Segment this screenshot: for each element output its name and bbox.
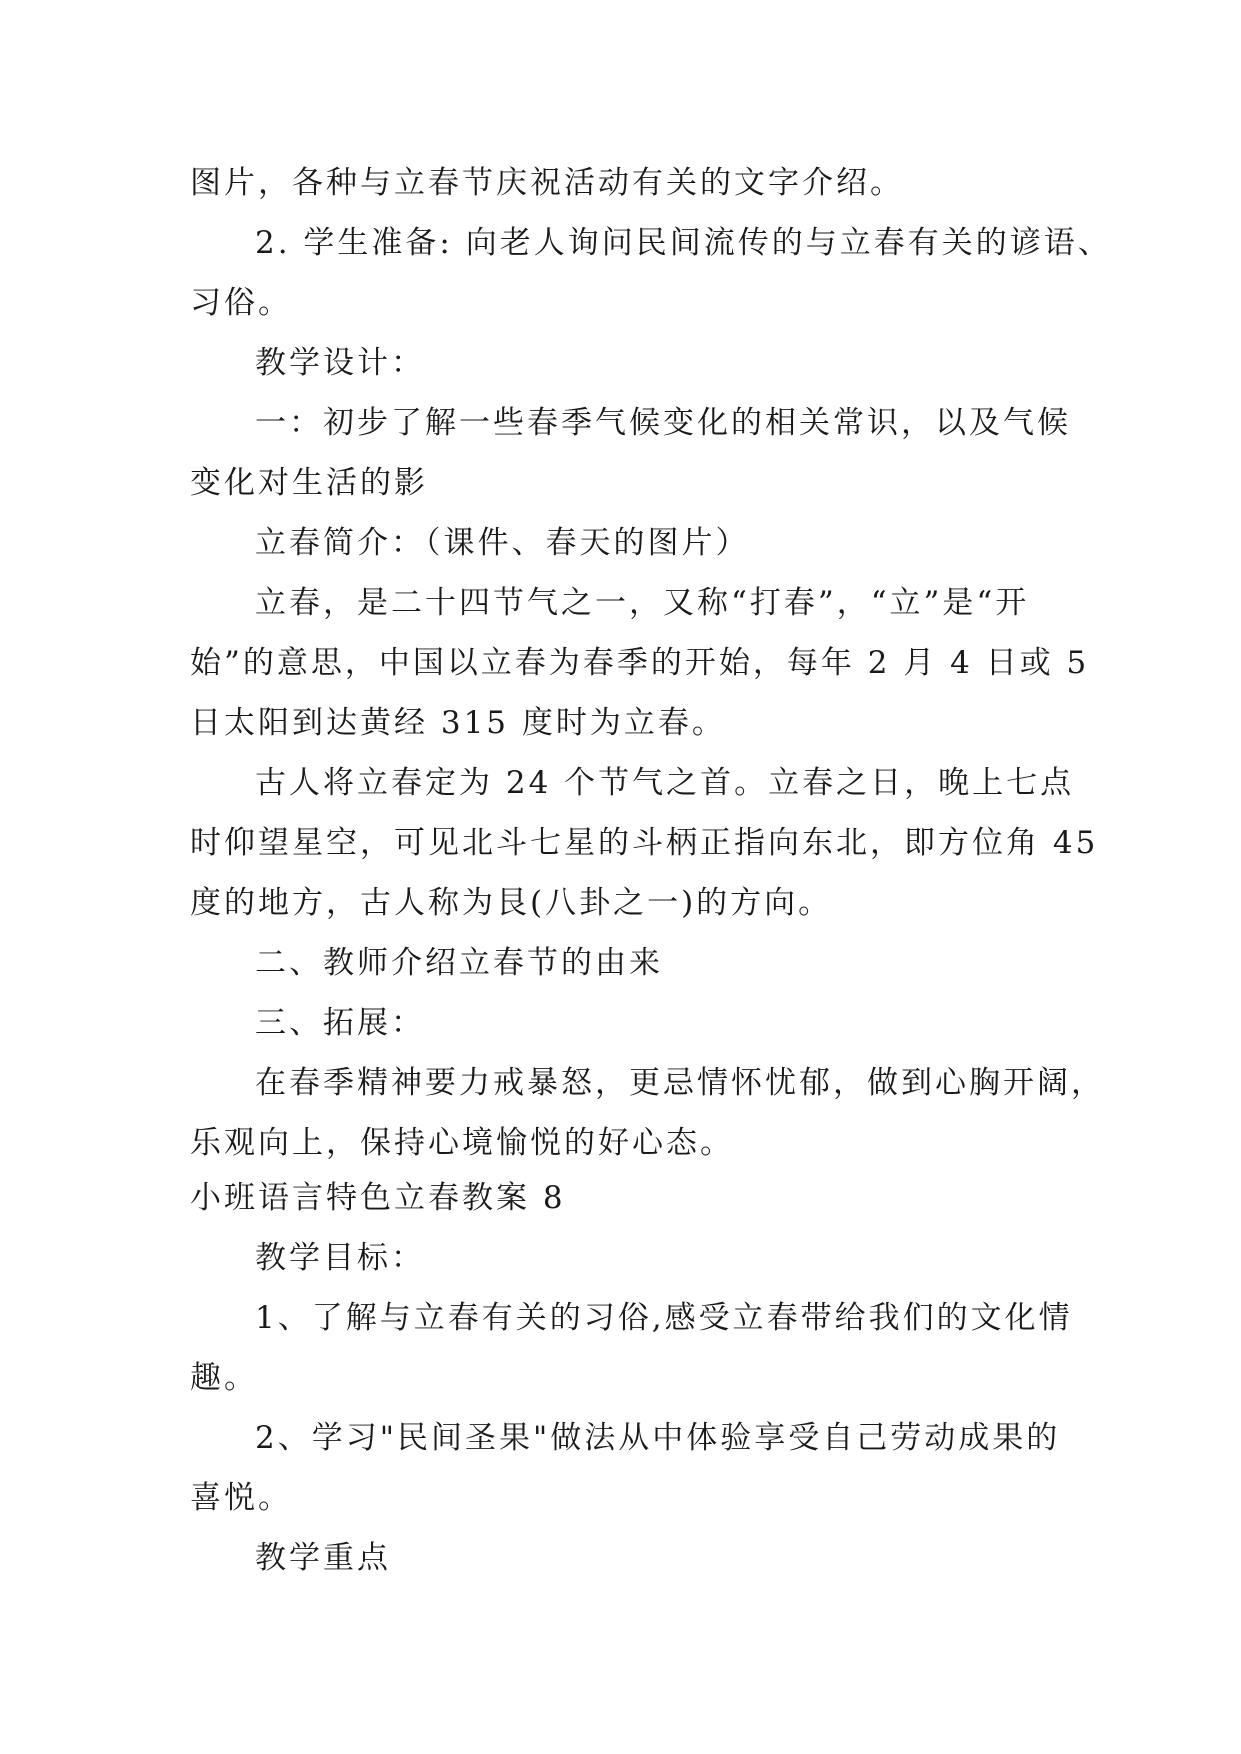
text-line: 在春季精神要力戒暴怒，更忌情怀忧郁，做到心胸开阔， — [255, 1065, 1105, 1101]
text-line: 2、学习"民间圣果"做法从中体验享受自己劳动成果的 — [255, 1420, 1061, 1456]
text-line: 变化对生活的影 — [190, 465, 428, 501]
text-line: 喜悦。 — [190, 1480, 292, 1516]
section-heading: 教学重点 — [255, 1540, 391, 1576]
text-line: 时仰望星空，可见北斗七星的斗柄正指向东北，即方位角 45 — [190, 825, 1099, 861]
text-line: 2. 学生准备: 向老人询问民间流传的与立春有关的谚语、 — [255, 225, 1112, 261]
text-line: 图片，各种与立春节庆祝活动有关的文字介绍。 — [190, 165, 904, 201]
text-line: 始”的意思，中国以立春为春季的开始，每年 2 月 4 日或 5 — [190, 645, 1090, 681]
text-line: 立春简介：（课件、春天的图片） — [255, 525, 750, 561]
section-heading: 教学设计： — [255, 345, 425, 381]
text-line: 一：初步了解一些春季气候变化的相关常识，以及气候 — [255, 405, 1071, 441]
document-title: 小班语言特色立春教案 8 — [190, 1180, 566, 1216]
section-heading: 三、拓展： — [255, 1005, 425, 1041]
text-line: 日太阳到达黄经 315 度时为立春。 — [190, 705, 726, 741]
text-line: 古人将立春定为 24 个节气之首。立春之日，晚上七点 — [255, 765, 1075, 801]
text-line: 立春，是二十四节气之一，又称“打春”，“立”是“开 — [255, 585, 1030, 621]
text-line: 习俗。 — [190, 285, 292, 321]
section-heading: 教学目标： — [255, 1240, 425, 1276]
section-heading: 二、教师介绍立春节的由来 — [255, 945, 663, 981]
text-line: 乐观向上，保持心境愉悦的好心态。 — [190, 1125, 734, 1161]
text-line: 1、了解与立春有关的习俗,感受立春带给我们的文化情 — [255, 1300, 1073, 1336]
text-line: 度的地方，古人称为艮(八卦之一)的方向。 — [190, 885, 833, 921]
text-line: 趣。 — [190, 1360, 258, 1396]
